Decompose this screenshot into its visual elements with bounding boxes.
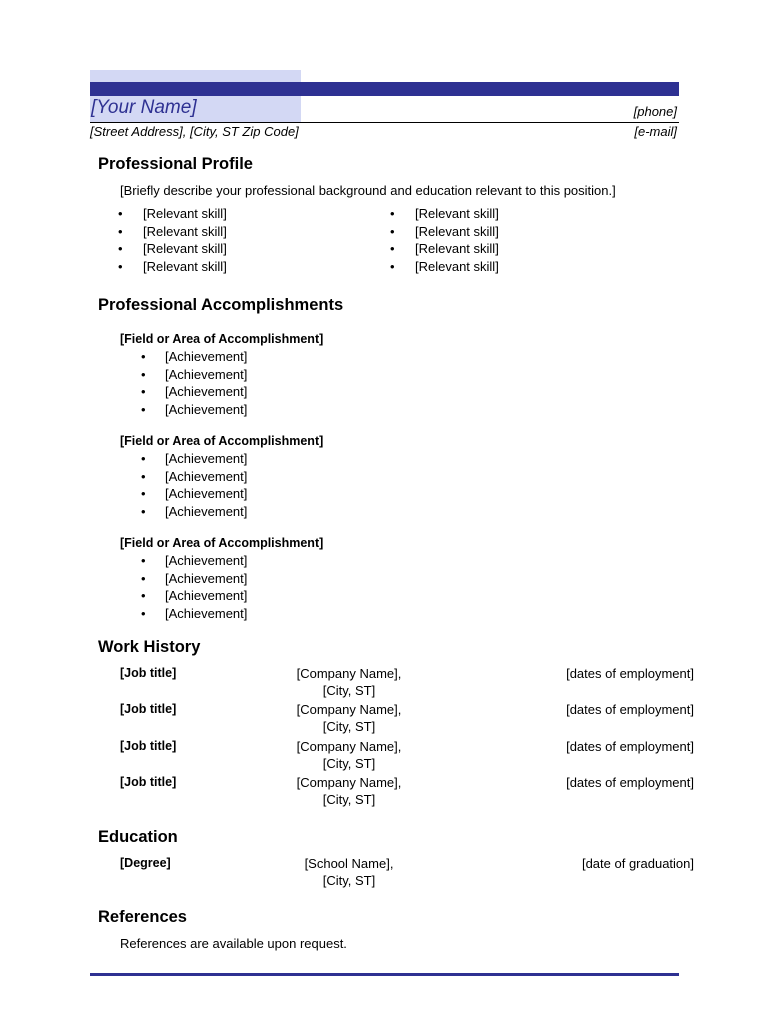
accomplishment-field-2: [Field or Area of Accomplishment] bbox=[120, 434, 324, 448]
job-title: [Job title] bbox=[120, 666, 177, 680]
company-location: [City, ST] bbox=[322, 718, 376, 734]
bullet-icon: • bbox=[390, 206, 395, 221]
bullet-icon: • bbox=[141, 401, 146, 417]
bullet-icon: • bbox=[141, 349, 146, 364]
employment-dates: [dates of employment] bbox=[566, 702, 694, 717]
achievement-list-1 bbox=[142, 348, 247, 418]
company-location: [City, ST] bbox=[322, 755, 376, 771]
job-title: [Job title] bbox=[120, 775, 177, 789]
list-item: • [Achievement] bbox=[141, 468, 248, 484]
skills-list-left bbox=[120, 205, 227, 275]
work-history-heading: Work History bbox=[98, 638, 201, 656]
company-cell bbox=[260, 775, 438, 808]
bullet-icon: • bbox=[141, 366, 146, 382]
list-item: • [Achievement] bbox=[141, 588, 248, 604]
list-item: • [Achievement] bbox=[141, 349, 248, 364]
bullet-icon: • bbox=[390, 223, 395, 239]
list-item: • [Achievement] bbox=[141, 451, 248, 466]
profile-summary: [Briefly describe your professional background and education relevant to this position.] bbox=[120, 183, 616, 198]
bullet-icon: • bbox=[118, 258, 123, 274]
bullet-icon: • bbox=[390, 258, 395, 274]
bullet-icon: • bbox=[118, 241, 123, 257]
email-text: [e-mail] bbox=[634, 124, 677, 139]
employment-dates: [dates of employment] bbox=[566, 666, 694, 681]
list-item: • [Relevant skill] bbox=[118, 223, 227, 239]
school-name: [School Name], bbox=[304, 856, 394, 871]
work-history-row bbox=[0, 666, 768, 702]
list-item: • [Relevant skill] bbox=[390, 223, 499, 239]
skills-list-right bbox=[392, 205, 499, 275]
employment-dates: [dates of employment] bbox=[566, 775, 694, 790]
bullet-icon: • bbox=[141, 486, 146, 502]
list-item: • [Achievement] bbox=[141, 486, 248, 502]
achievement-list-3 bbox=[142, 552, 247, 622]
phone-text: [phone] bbox=[633, 104, 677, 119]
list-item: • [Achievement] bbox=[141, 553, 248, 568]
bullet-icon: • bbox=[390, 241, 395, 257]
company-name: [Company Name], bbox=[296, 666, 402, 681]
references-text: References are available upon request. bbox=[120, 936, 347, 951]
job-title: [Job title] bbox=[120, 739, 177, 753]
list-item: • [Relevant skill] bbox=[118, 206, 227, 221]
company-location: [City, ST] bbox=[322, 791, 376, 807]
job-title: [Job title] bbox=[120, 702, 177, 716]
list-item: • [Relevant skill] bbox=[390, 206, 499, 221]
list-item: • [Achievement] bbox=[141, 570, 248, 586]
company-cell bbox=[260, 739, 438, 772]
accomplishments-heading: Professional Accomplishments bbox=[98, 296, 344, 314]
references-heading: References bbox=[98, 908, 187, 926]
bullet-icon: • bbox=[141, 503, 146, 519]
company-location: [City, ST] bbox=[322, 682, 376, 698]
list-item: • [Achievement] bbox=[141, 605, 248, 621]
bullet-icon: • bbox=[141, 605, 146, 621]
street-address-text: [Street Address], [City, ST Zip Code] bbox=[90, 124, 299, 139]
list-item: • [Achievement] bbox=[141, 503, 248, 519]
bullet-icon: • bbox=[118, 206, 123, 221]
list-item: • [Achievement] bbox=[141, 366, 248, 382]
work-history-row bbox=[0, 702, 768, 738]
degree-text: [Degree] bbox=[120, 856, 171, 870]
school-cell bbox=[260, 856, 438, 889]
bullet-icon: • bbox=[141, 570, 146, 586]
list-item: • [Relevant skill] bbox=[390, 258, 499, 274]
header-divider bbox=[90, 122, 679, 123]
profile-heading: Professional Profile bbox=[98, 155, 253, 173]
list-item: • [Relevant skill] bbox=[118, 241, 227, 257]
company-name: [Company Name], bbox=[296, 702, 402, 717]
education-heading: Education bbox=[98, 828, 178, 846]
bullet-icon: • bbox=[141, 451, 146, 466]
company-name: [Company Name], bbox=[296, 775, 402, 790]
education-row bbox=[0, 856, 768, 892]
graduation-date: [date of graduation] bbox=[581, 856, 694, 871]
accomplishment-field-1: [Field or Area of Accomplishment] bbox=[120, 332, 324, 346]
company-name: [Company Name], bbox=[296, 739, 402, 754]
accomplishment-field-3: [Field or Area of Accomplishment] bbox=[120, 536, 324, 550]
company-cell bbox=[260, 666, 438, 699]
list-item: • [Achievement] bbox=[141, 401, 248, 417]
header-accent-bar bbox=[90, 82, 679, 96]
employment-dates: [dates of employment] bbox=[566, 739, 694, 754]
list-item: • [Relevant skill] bbox=[118, 258, 227, 274]
work-history-row bbox=[0, 775, 768, 811]
bullet-icon: • bbox=[141, 468, 146, 484]
list-item: • [Relevant skill] bbox=[390, 241, 499, 257]
bullet-icon: • bbox=[141, 384, 146, 400]
achievement-list-2 bbox=[142, 450, 247, 520]
work-history-row bbox=[0, 739, 768, 775]
bullet-icon: • bbox=[141, 553, 146, 568]
applicant-name: [Your Name] bbox=[91, 97, 197, 118]
company-cell bbox=[260, 702, 438, 735]
bullet-icon: • bbox=[118, 223, 123, 239]
school-location: [City, ST] bbox=[322, 872, 376, 888]
bullet-icon: • bbox=[141, 588, 146, 604]
list-item: • [Achievement] bbox=[141, 384, 248, 400]
footer-accent-rule bbox=[90, 973, 679, 976]
